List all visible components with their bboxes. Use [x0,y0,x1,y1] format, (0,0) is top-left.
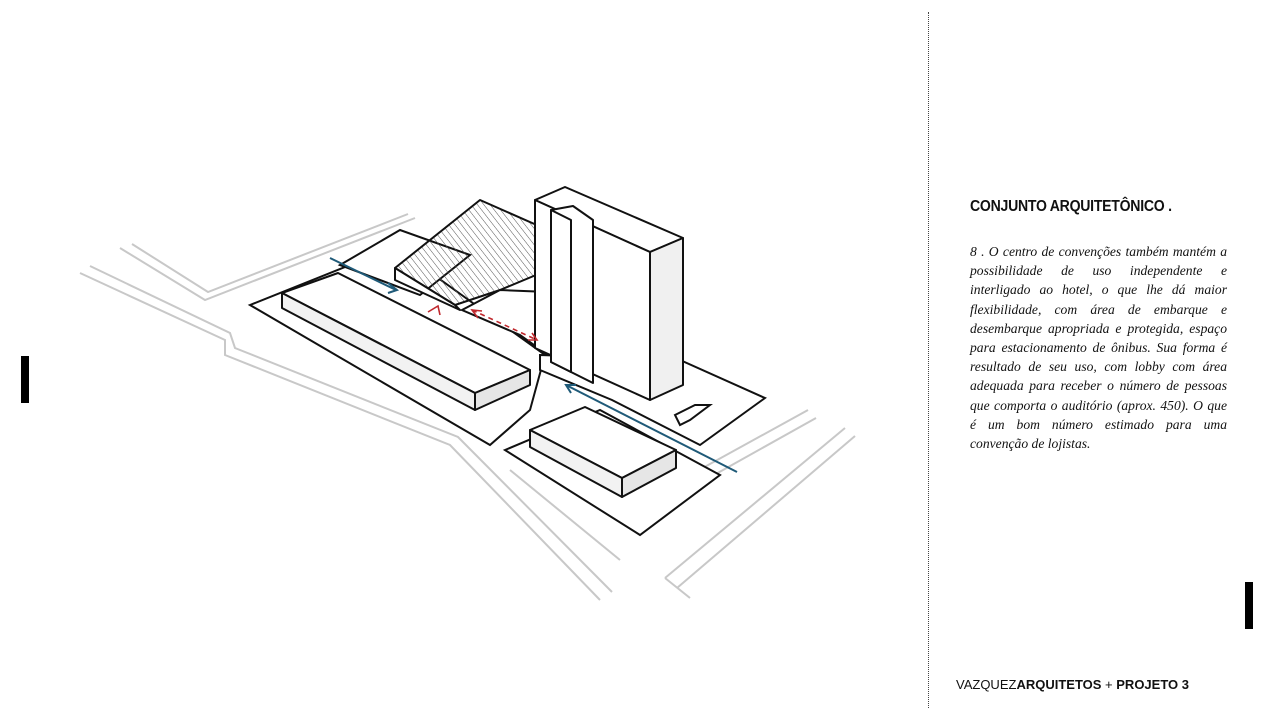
right-black-mark [1245,582,1253,629]
section-title: CONJUNTO ARQUITETÔNICO . [970,198,1172,215]
left-black-mark [21,356,29,403]
footer-project: PROJETO 3 [1116,677,1189,692]
footer-firm-bold: ARQUITETOS [1016,677,1102,692]
footer-firm-prefix: VAZQUEZ [956,677,1017,692]
footer-credit [956,677,1189,692]
footer-separator: + [1101,677,1117,692]
vertical-divider [928,12,929,708]
description-text: 8 . O centro de convenções também mantém a possibilidade de uso independente e interligado ao hotel, o que lhe dá maior flexibilidade, com área de embarque e desembarque apropriada e protegida, espaço para estacionamento de ônibus. Sua forma é resultado de seu uso, com lobby com área adequada para receber o número de pessoas que comporta o auditório (aprox. 450). O que é um bom número estimado para uma convenção de lojistas. [970,244,1227,452]
